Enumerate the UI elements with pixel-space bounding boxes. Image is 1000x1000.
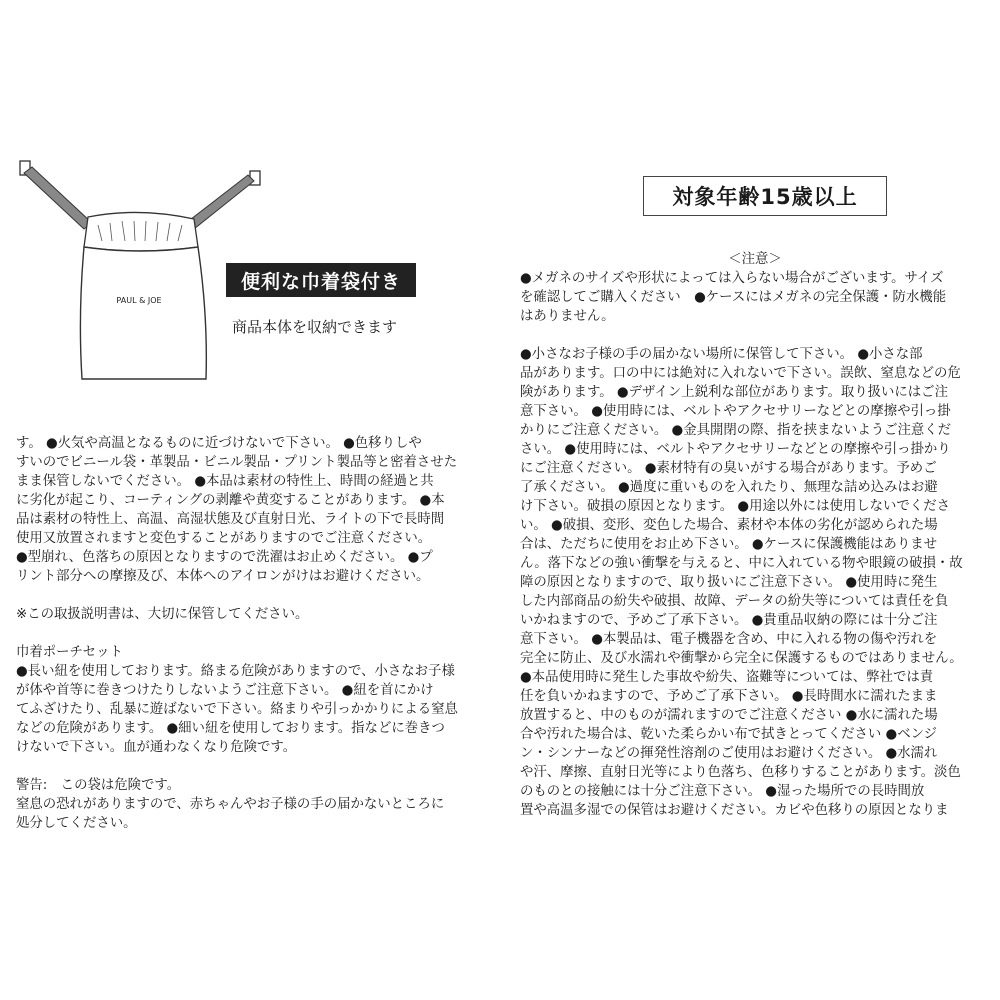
pouch-cord-left	[24, 167, 92, 229]
pouch-included-subtext: 商品本体を収納できます	[232, 318, 398, 336]
text-line: け下さい。破損の原因となります。 ●用途以外には使用しないでくださ	[520, 499, 950, 514]
text-line: はありません。	[520, 309, 615, 324]
text-line: 品は素材の特性上、高温、高湿状態及び直射日光、ライトの下で長時間	[16, 512, 445, 527]
text-line: を確認してご購入ください ●ケースにはメガネの完全保護・防水機能	[520, 290, 947, 305]
text-line: てふざけたり、乱暴に遊ばないで下さい。絡まりや引っかかりによる窒息	[16, 702, 458, 717]
text-line: にご注意ください。 ●素材特有の臭いがする場合があります。予めご	[520, 461, 937, 476]
text-line: さい。 ●使用時には、ベルトやアクセサリーなどとの摩擦や引っ掛かり	[520, 442, 951, 457]
text-line: いかねますので、予めご了承下さい。 ●貴重品収納の際には十分ご注	[520, 613, 938, 628]
pouch-brand-label: PAUL & JOE	[116, 296, 162, 305]
text-line: 険があります。 ●デザイン上鋭利な部位があります。取り扱いにはご注	[520, 385, 948, 400]
pouch-set-title: 巾着ポーチセット	[16, 645, 123, 660]
text-line: 品があります。口の中には絶対に入れないで下さい。誤飲、窒息などの危	[520, 366, 961, 381]
text-line: 使用又放置されますと変色することがありますのでご注意ください。	[16, 531, 432, 546]
text-line: す。 ●火気や高温となるものに近づけないで下さい。 ●色移りしや	[16, 436, 422, 451]
text-line: 窒息の恐れがありますので、赤ちゃんやお子様の手の届かないところに	[16, 797, 445, 812]
text-line: ●本品使用時に発生した事故や紛失、盗難等については、弊社では責	[520, 670, 934, 685]
size-caution-block	[520, 269, 990, 326]
text-line: すいのでビニール袋・革製品・ビニル製品・プリント製品等と密着させた	[16, 455, 458, 470]
text-line: 放置すると、中のものが濡れますのでご注意ください ●水に濡れた場	[520, 708, 938, 723]
text-line: けないで下さい。血が通わなくなり危険です。	[16, 740, 297, 755]
care-instructions-block	[16, 434, 486, 586]
text-line: 完全に防止、及び水濡れや衝撃から完全に保護するものではありません。	[520, 651, 963, 666]
pouch-included-banner: 便利な巾着袋付き	[226, 263, 416, 297]
text-line: ん。落下などの強い衝撃を与えると、中に入れている物や眼鏡の破損・故	[520, 556, 963, 571]
warning-heading: 警告: この袋は危険です。	[16, 778, 181, 793]
text-line: ●小さなお子様の手の届かない場所に保管して下さい。 ●小さな部	[520, 347, 923, 362]
text-line: 障の原因となりますので、取り扱いにご注意下さい。 ●使用時に発生	[520, 575, 938, 590]
text-line: が体や首等に巻きつけたりしないようご注意下さい。 ●紐を首にかけ	[16, 683, 434, 698]
bag-danger-warning	[16, 776, 486, 833]
text-line: や汗、摩擦、直射日光等により色落ち、色移りすることがあります。淡色	[520, 765, 961, 780]
text-line: ン・シンナーなどの揮発性溶剤のご使用はお避けください。 ●水濡れ	[520, 746, 938, 761]
pouch-cord-right	[186, 175, 254, 229]
caution-title: ＜注意＞	[728, 252, 782, 267]
text-line: 了承ください。 ●過度に重いものを入れたり、無理な詰め込みはお避	[520, 480, 938, 495]
text-line: 処分してください。	[16, 816, 137, 831]
text-line: 置や高温多湿での保管はお避けください。カビや色移りの原因となりま	[520, 803, 949, 818]
pouch-body	[80, 247, 206, 379]
text-line: に劣化が起こり、コーティングの剥離や黄変することがあります。 ●本	[16, 493, 445, 508]
text-line: 合は、ただちに使用をお止め下さい。 ●ケースに保護機能はありませ	[520, 537, 937, 552]
text-line: リント部分への摩擦及び、本体へのアイロンがけはお避けください。	[16, 569, 430, 584]
text-line: した内部商品の紛失や破損、故障、データの紛失等については責任を負	[520, 594, 949, 609]
pouch-warning-block	[16, 662, 486, 757]
text-line: ●メガネのサイズや形状によっては入らない場合がございます。サイズ	[520, 271, 944, 286]
text-line: い。 ●破損、変形、変色した場合、素材や本体の劣化が認められた場	[520, 518, 938, 533]
pouch-gathered-top	[84, 212, 198, 251]
right-text-column	[520, 250, 990, 820]
text-line: ●長い紐を使用しております。絡まる危険がありますので、小さなお子様	[16, 664, 455, 679]
text-line: 意下さい。 ●本製品は、電子機器を含め、中に入れる物の傷や汚れを	[520, 632, 938, 647]
text-line: 任を負いかねますので、予めご了承下さい。 ●長時間水に濡れたまま	[520, 689, 938, 704]
keep-manual-note: ※この取扱説明書は、大切に保管してください。	[16, 607, 309, 622]
age-rating-label: 対象年齢15歳以上	[643, 176, 887, 216]
text-line: 意下さい。 ●使用時には、ベルトやアクセサリーなどとの摩擦や引っ掛	[520, 404, 951, 419]
text-line: ●型崩れ、色落ちの原因となりますので洗濯はお止めください。 ●プ	[16, 550, 433, 565]
text-line: 合や汚れた場合は、乾いた柔らかい布で拭きとってください ●ベンジ	[520, 727, 938, 742]
left-text-column	[16, 434, 486, 833]
text-line: かりにご注意ください。 ●金具開閉の際、指を挟まないようご注意くだ	[520, 423, 952, 438]
text-line: まま保管しないでください。 ●本品は素材の特性上、時間の経過と共	[16, 474, 434, 489]
text-line: のものとの接触には十分ご注意下さい。 ●湿った場所での長時間放	[520, 784, 925, 799]
text-line: などの危険があります。 ●細い紐を使用しております。指などに巻きつ	[16, 721, 445, 736]
safety-caution-block	[520, 345, 990, 820]
